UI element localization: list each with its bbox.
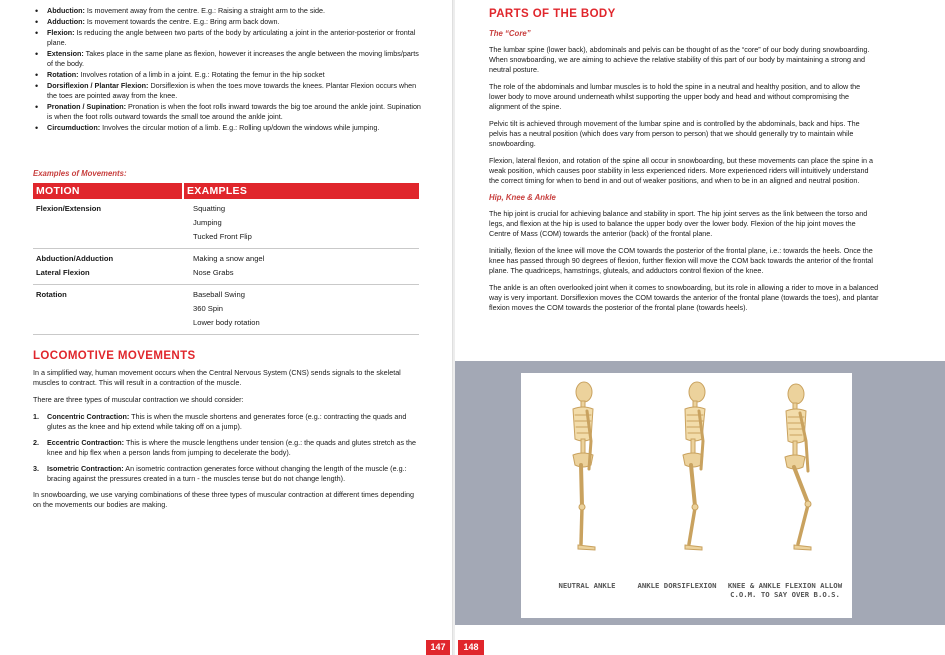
parts-heading: PARTS OF THE BODY [489,8,616,20]
list-item: • Abduction: Is movement away from the centre. E.g.: Raising a straight arm to the side. [33,6,423,16]
list-item: 3. Isometric Contraction: An isometric contraction generates force without changing the length of the muscle (e.g.: bracing against the pressures created in a turn - the muscles tense but do not change length). [33,464,407,483]
table-row [33,249,419,285]
paragraph: Pelvic tilt is achieved through movement of the lumbar spine and is controlled by the abdominals, back and hips. The pelvis has a neutral position (which does vary from person to person) that we should generally try to maintain while snowboarding. [489,119,860,148]
locomotive-body [33,368,417,517]
movement-definitions-list [33,6,423,134]
table-header-row [33,183,419,199]
paragraph: The role of the abdominals and lumbar muscles is to hold the spine in a neutral and healthy position, and to allow the lower body to move around underneath whilst supporting the upper body and head and without compromising the alignment of the spine. [489,82,861,111]
list-item: • Adduction: Is movement towards the centre. E.g.: Bring arm back down. [33,17,423,27]
locomotive-outro: In snowboarding, we use varying combinations of these three types of muscular contraction at different times depending on the movements our bodies are making. [33,490,415,509]
motion-examples-table [33,183,419,335]
examples-cell: Baseball Swing 360 Spin Lower body rotation [183,285,419,335]
hip-subheading: Hip, Knee & Ankle [489,193,556,202]
list-item: • Rotation: Involves rotation of a limb in a joint. E.g.: Rotating the femur in the hip socket [33,70,423,80]
list-item: 2. Eccentric Contraction: This is where the muscle lengthens under tension (e.g.: the quads and glutes stretch as the knee and hip flex when a person lands from jumping to decelerate the body). [33,438,417,457]
core-subheading: The “Core” [489,29,531,38]
motion-cell: Flexion/Extension [33,199,183,249]
paragraph: The ankle is an often overlooked joint when it comes to snowboarding, but its role in allowing a rider to move in a balanced way is very important. Dorsiflexion moves the COM towards the anterior of the frontal plane (towards the toes), and plantar flexion moves the COM towards the posterior of the frontal plane (towards heels). [489,283,879,312]
locomotive-heading: LOCOMOTIVE MOVEMENTS [33,350,196,362]
left-page [0,0,453,655]
locomotive-intro: In a simplified way, human movement occurs when the Central Nervous System (CNS) sends signals to the skeletal muscles to contract. This will result in a contraction of the muscle. [33,368,401,387]
motion-cell: Abduction/Adduction Lateral Flexion [33,249,183,285]
column-header-examples: EXAMPLES [183,183,419,199]
paragraph: The hip joint is crucial for achieving balance and stability in sport. The hip joint serves as the link between the torso and legs, and flexion at the hip is used to balance the upper body over the lower body. Flexion of the hip joint moves the Centre of Mass (COM) towards the anterior (back) of the frontal plane. [489,209,868,238]
list-item: 1. Concentric Contraction: This is when the muscle shortens and generates force (e.g.: contracting the quads and glutes as the knee and hip extend while taking off on a jump). [33,412,407,431]
list-item: • Flexion: Is reducing the angle between two parts of the body by articulating a joint in the anterior-posterior or frontal plane. [33,28,423,48]
skeleton-neutral-image [551,381,611,556]
list-item: • Pronation / Supination: Pronation is when the foot rolls inward towards the big toe around the ankle joint. Supination is when the foot rolls outward towards the small toe around the ankle joint. [33,102,423,122]
list-item: • Circumduction: Involves the circular motion of a limb. E.g.: Rolling up/down the windows while jumping. [33,123,423,133]
table-row [33,199,419,249]
list-item: • Extension: Takes place in the same plane as flexion, however it increases the angle between the moving limbs/parts of the body. [33,49,423,69]
contraction-list [33,412,417,484]
skeleton-figure [521,373,852,618]
skeleton-knee-flexion-image [766,381,826,556]
column-header-motion: MOTION [33,183,183,199]
list-item: • Dorsiflexion / Plantar Flexion: Dorsiflexion is when the toes move towards the knees. Plantar Flexion occurs when the toes are pointed away from the knee. [33,81,423,101]
motion-cell: Rotation [33,285,183,335]
paragraph: Flexion, lateral flexion, and rotation of the spine all occur in snowboarding, but these movements can place the spine in a weak position, which causes poor stability in less experienced riders. More experienced riders will intuitively understand the correct timing for when to bend in and out of weaker positions, and when to be in an aligned and neutral position. [489,156,873,185]
examples-subheading: Examples of Movements: [33,169,127,178]
skeleton-dorsiflexion-image [659,381,719,556]
right-page-text [489,29,879,320]
label-ankle-dorsiflexion: ANKLE DORSIFLEXION [637,581,717,590]
label-knee-ankle-flexion: KNEE & ANKLE FLEXION ALLOW C.O.M. TO SAY OVER B.O.S. [727,581,843,599]
examples-cell: Making a snow angel Nose Grabs [183,249,419,285]
locomotive-lead: There are three types of muscular contraction we should consider: [33,395,244,404]
paragraph: The lumbar spine (lower back), abdominals and pelvis can be thought of as the “core” of our body during snowboarding. When snowboarding, we are aiming to achieve the relative stability of this part of our body by maintaining a strong and neutral posture. [489,45,870,74]
label-neutral-ankle: NEUTRAL ANKLE [558,581,616,590]
page-number-right: 148 [458,640,484,655]
page-number-left: 147 [426,640,450,655]
table-row [33,285,419,335]
paragraph: Initially, flexion of the knee will move the COM towards the posterior of the frontal plane, i.e.: towards the heels. Once the knee has passed through 90 degrees of flexion, further flexion will move the COM back towards the anterior of the frontal plane. The quadriceps, hamstrings, gluteals, and adductors control flexion of the knee. [489,246,873,275]
examples-cell: Squatting Jumping Tucked Front Flip [183,199,419,249]
